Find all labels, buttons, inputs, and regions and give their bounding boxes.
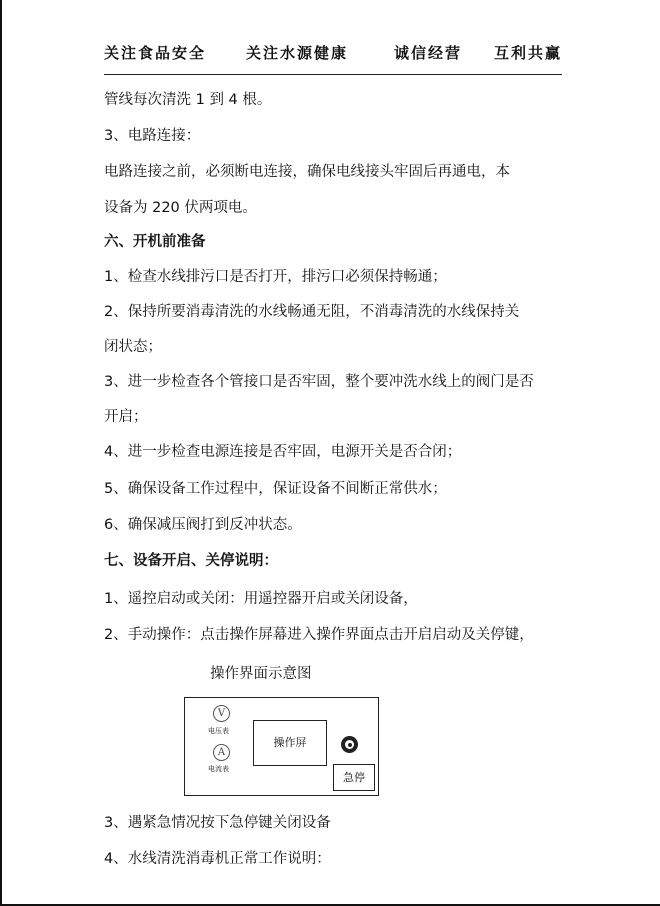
text-line: 电路连接之前，必须断电连接，确保电线接头牢固后再通电，本 bbox=[104, 164, 510, 180]
text-line: 闭状态； bbox=[104, 339, 162, 355]
section-heading: 七、设备开启、关停说明： bbox=[104, 553, 278, 569]
knob-icon bbox=[341, 736, 358, 753]
text-line: 开启； bbox=[104, 409, 148, 425]
figure-caption: 操作界面示意图 bbox=[210, 666, 312, 682]
operation-screen-box: 操作屏 bbox=[253, 720, 327, 766]
header-slogan-water-health: 关注水源健康 bbox=[246, 44, 349, 62]
page-header bbox=[104, 42, 564, 62]
page-border-left bbox=[0, 0, 2, 906]
header-rule bbox=[104, 74, 562, 75]
header-slogan-food-safety: 关注食品安全 bbox=[104, 44, 207, 62]
text-line: 3、电路连接： bbox=[104, 128, 201, 144]
text-line: 1、检查水线排污口是否打开，排污口必须保持畅通； bbox=[104, 269, 447, 285]
text-line: 管线每次清洗 1 到 4 根。 bbox=[104, 92, 272, 108]
text-line: 3、遇紧急情况按下急停键关闭设备 bbox=[104, 815, 331, 831]
text-line: 5、确保设备工作过程中，保证设备不间断正常供水； bbox=[104, 481, 447, 497]
text-line: 4、进一步检查电源连接是否牢固，电源开关是否合闭； bbox=[104, 444, 462, 460]
emergency-stop-box: 急停 bbox=[333, 764, 375, 791]
text-line: 2、保持所要消毒清洗的水线畅通无阻，不消毒清洗的水线保持关 bbox=[104, 304, 520, 320]
operation-panel-diagram bbox=[184, 697, 379, 796]
ammeter-icon: A bbox=[213, 744, 230, 761]
ammeter-label: 电流表 bbox=[208, 765, 229, 773]
text-line: 设备为 220 伏两项电。 bbox=[104, 200, 257, 216]
text-line: 3、进一步检查各个管接口是否牢固，整个要冲洗水线上的阀门是否 bbox=[104, 374, 534, 390]
text-line: 2、手动操作：点击操作屏幕进入操作界面点击开启启动及关停键， bbox=[104, 627, 534, 643]
voltmeter-icon: V bbox=[213, 705, 230, 722]
text-line: 1、遥控启动或关闭：用遥控器开启或关闭设备， bbox=[104, 591, 418, 607]
text-line: 4、水线清洗消毒机正常工作说明： bbox=[104, 851, 331, 867]
section-heading: 六、开机前准备 bbox=[104, 234, 206, 250]
header-slogan-integrity: 诚信经营 bbox=[394, 44, 463, 62]
header-slogan-mutual-benefit: 互利共赢 bbox=[494, 44, 563, 62]
text-line: 6、确保减压阀打到反冲状态。 bbox=[104, 517, 302, 533]
voltmeter-label: 电压表 bbox=[208, 727, 229, 735]
